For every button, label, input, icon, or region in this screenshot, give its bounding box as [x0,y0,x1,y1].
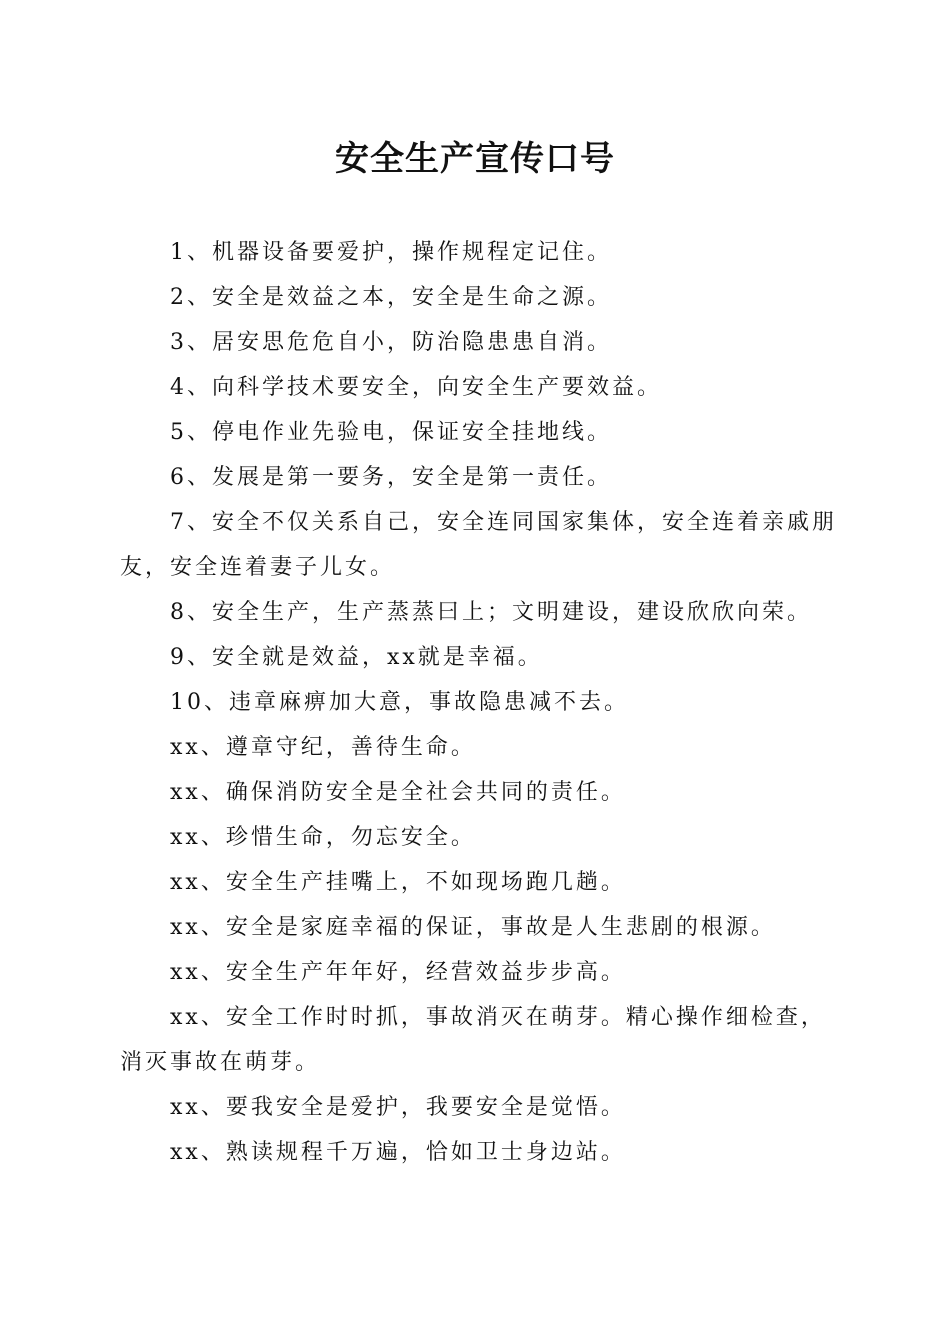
slogan-paragraph: 8、安全生产，生产蒸蒸曰上；文明建设，建设欣欣向荣。 [170,600,812,625]
slogan-paragraph: 1、机器设备要爱护，操作规程定记住。 [170,240,612,265]
slogan-paragraph: 7、安全不仅关系自己，安全连同国家集体，安全连着亲戚朋友，安全连着妻子儿女。 [120,510,837,580]
slogan-paragraph: xx、安全工作时时抓，事故消灭在萌芽。精心操作细检查，消灭事故在萌芽。 [120,1005,826,1075]
document-title: 安全生产宣传口号 [335,139,615,179]
slogan-paragraph: xx、安全生产挂嘴上，不如现场跑几趟。 [170,870,626,895]
slogan-paragraph: 10、违章麻痹加大意，事故隐患减不去。 [170,690,629,715]
slogan-paragraph: 2、安全是效益之本，安全是生命之源。 [170,285,612,310]
slogan-paragraph: 5、停电作业先验电，保证安全挂地线。 [170,420,612,445]
slogan-paragraph: xx、珍惜生命，勿忘安全。 [170,825,476,850]
slogan-paragraph: xx、遵章守纪，善待生命。 [170,735,476,760]
slogan-paragraph: xx、要我安全是爱护，我要安全是觉悟。 [170,1095,626,1120]
slogan-paragraph: xx、熟读规程千万遍，恰如卫士身边站。 [170,1140,626,1165]
slogan-paragraph: xx、安全生产年年好，经营效益步步高。 [170,960,626,985]
document-body [120,230,840,1175]
slogan-paragraph: xx、安全是家庭幸福的保证，事故是人生悲剧的根源。 [170,915,776,940]
slogan-paragraph: 6、发展是第一要务，安全是第一责任。 [170,465,612,490]
slogan-paragraph: 9、安全就是效益，xx就是幸福。 [170,645,543,670]
slogan-paragraph: xx、确保消防安全是全社会共同的责任。 [170,780,626,805]
slogan-paragraph: 3、居安思危危自小，防治隐患患自消。 [170,330,612,355]
slogan-paragraph: 4、向科学技术要安全，向安全生产要效益。 [170,375,662,400]
